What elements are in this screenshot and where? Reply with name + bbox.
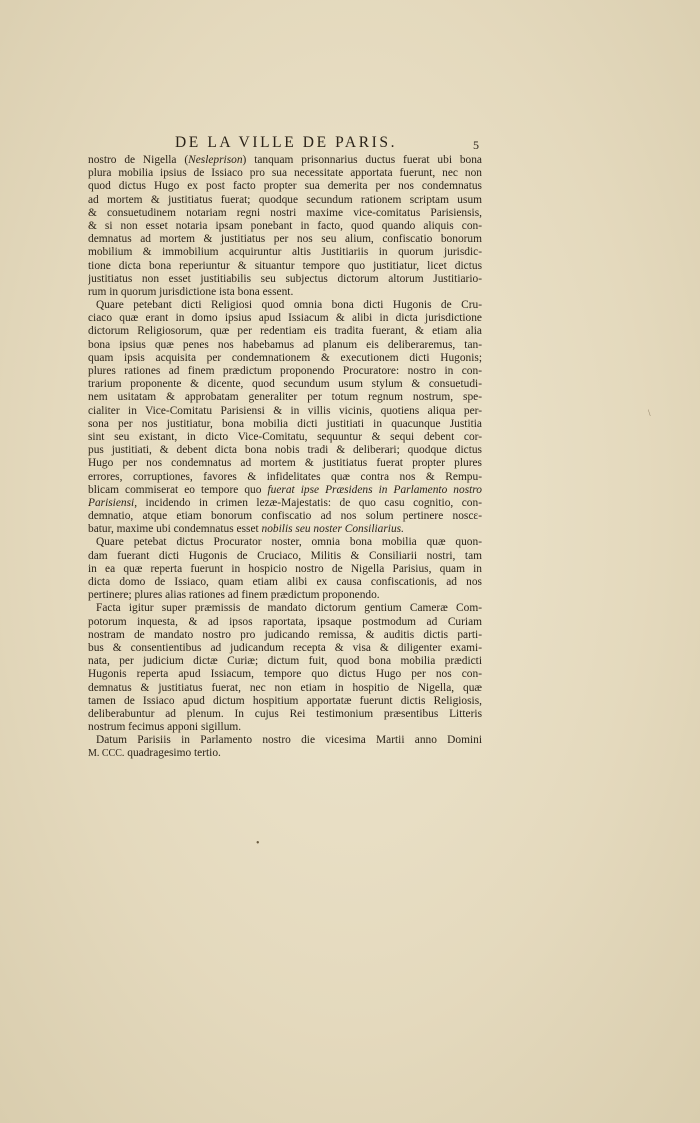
margin-mark-icon: \ [648,408,651,418]
italic-phrase: fuerat ipse Præsidens in Parlamento nostro [267,483,482,496]
text-line: M. CCC. quadragesimo tertio. [88,747,221,760]
text-line: nostram de mandato nostro pro judicando remissa, & auditis dictis parti- [88,628,482,641]
text-line: errores, corruptiones, favores & infidelitates quæ contra nos & Rempu- [88,470,482,483]
text-line: plura mobilia ipsius de Issiaco pro sua necessitate apportata fuerunt, nec non [88,167,482,180]
text-line: plures rationes ad finem prædictum proponendo Procuratore: nostro in con- [88,365,482,377]
text-line: bus & consentientibus ad judicandum recepta & visa & diligenter exami- [88,641,482,654]
text-line: demnatus ad mortem & justitiatus per nos seu alium, confiscatio bonorum [88,233,482,246]
text-line: rum in quorum jurisdictione ista bona essent. [88,285,294,298]
italic-term: Nesleprison [188,154,243,166]
date-numerals: M. CCC. [88,748,125,760]
ink-speck-icon: • [256,838,260,849]
text-line: bona ipsius quæ penes nos habebamus ad planum eis deliberaremus, tan- [88,338,482,351]
text-line: ciaco quæ erant in domo ipsius apud Issiacum & alibi in dicta jurisdictione [88,312,482,325]
text-line: nata, per judicium dictæ Curiæ; dictum fuit, quod bona mobilia prædicti [88,655,482,668]
text-line: ad mortem & justitiatus fuerat; quodque secundum rationem scriptam usum [88,193,482,206]
text-line: tione dicta bona reperiuntur & situantur tempore quo justitiatur, licet dictus [88,259,482,272]
text-line: pertinere; plures alias rationes ad finem prædictum proponendo. [88,589,380,602]
text-line: dictorum Religiosorum, quæ per redentiam eis tradita fuerant, & etiam alia [88,325,482,338]
text-line: cialiter in Vice-Comitatu Parisiensi & in villis vicinis, quotiens aliqua per- [88,404,482,417]
italic-phrase: Parisiensi [88,496,135,509]
text-line: dicta domo de Issiaco, quam etiam alibi ex causa confiscationis, ad nos [88,576,482,588]
text-line: trarium proponente & dicente, quod secundum usum stylum & consuetudi- [88,378,482,391]
text-line: nem usitatam & approbatam generaliter per totum regnum nostrum, spe- [88,391,482,404]
text-line: batur, maxime ubi condemnatus esset nobilis seu noster Consiliarius. [88,523,404,536]
page-number: 5 [473,138,479,152]
text-line: blicam commiserat eo tempore quo fuerat ipse Præsidens in Parlamento nostro [88,483,482,496]
text-line: dam fuerant dicti Hugonis de Cruciaco, Militis & Consiliarii nostri, tam [88,549,482,562]
text-line: Quare petebat dictus Procurator noster, omnia bona mobilia quæ quon- [96,536,482,549]
text-line: Hugo per nos condemnatus ad mortem & justitiatus fuerat propter plures [88,457,482,470]
text-line: Hugonis reperta apud Issiacum, tempore quo dictus Hugo per nos con- [88,668,482,681]
text-line: sint seu existant, in dicto Vice-Comitatu, sequuntur & sequi debent cor- [88,430,482,443]
text-line: quod dictus Hugo ex post facto propter sua demerita per nos condemnatus [88,180,482,193]
text-line: Parisiensi, incidendo in crimen lezæ-Majestatis: de quo casu cognitio, con- [88,496,482,509]
text-line: deliberabuntur ad plenum. In cujus Rei testimonium præsentibus Litteris [88,707,482,720]
running-title: DE LA VILLE DE PARIS. [175,134,398,151]
text-line: demnatus & justitiatus fuerat, nec non etiam in hospitio de Nigella, quæ [88,681,482,694]
text-line: Datum Parisiis in Parlamento nostro die vicesima Martii anno Domini [96,734,482,747]
text-line: mobilium & immobilium acquiruntur altis Justitiariis in quorum jurisdic- [88,246,482,259]
text-line: nostrum fecimus apponi sigillum. [88,721,242,734]
text-line: potorum inquesta, & ad ipsos raportata, ipsaque postmodum ad Curiam [88,615,482,628]
text-line: pus justitiati, & debent dicta bona nobis tradi & deliberari; quodque dictus [88,444,482,457]
text-line: tamen de Issiaco apud dictum hospitium apportatæ fuerunt dictis Religiosis, [88,694,482,707]
text-line: justitiatus non esset justitiabilis seu subjectus dictorum altorum Justitiario- [88,272,482,285]
text-line: & consuetudinem notariam regni nostri maxime vice-comitatus Parisiensis, [88,206,482,219]
body-text [88,154,482,761]
text-line: in ea quæ reperta fuerunt in hospicio nostro de Nigella Parisius, quam in [88,562,482,575]
text-line: demnatio, atque etiam bonorum confiscatio ad nos solum pertinere noscε- [88,510,482,523]
text-line: quam ipsis acquisita per condemnationem & executionem dicti Hugonis; [88,351,482,364]
page-header [0,134,700,154]
text-line: Quare petebant dicti Religiosi quod omnia bona dicti Hugonis de Cru- [96,299,482,312]
text-line: nostro de Nigella (Nesleprison) tanquam prisonnarius ductus fuerat ubi bona [88,154,482,166]
text-line: sona per nos justitiatur, bona mobilia dicti justitiati in quacunque Justitia [88,417,482,430]
italic-phrase: nobilis seu noster Consiliarius. [261,523,404,536]
text-line: & si non esset notaria ipsam ponebant in facto, quod quando aliquis con- [88,219,482,232]
text-line: Facta igitur super præmissis de mandato dictorum gentium Cameræ Com- [96,602,482,615]
